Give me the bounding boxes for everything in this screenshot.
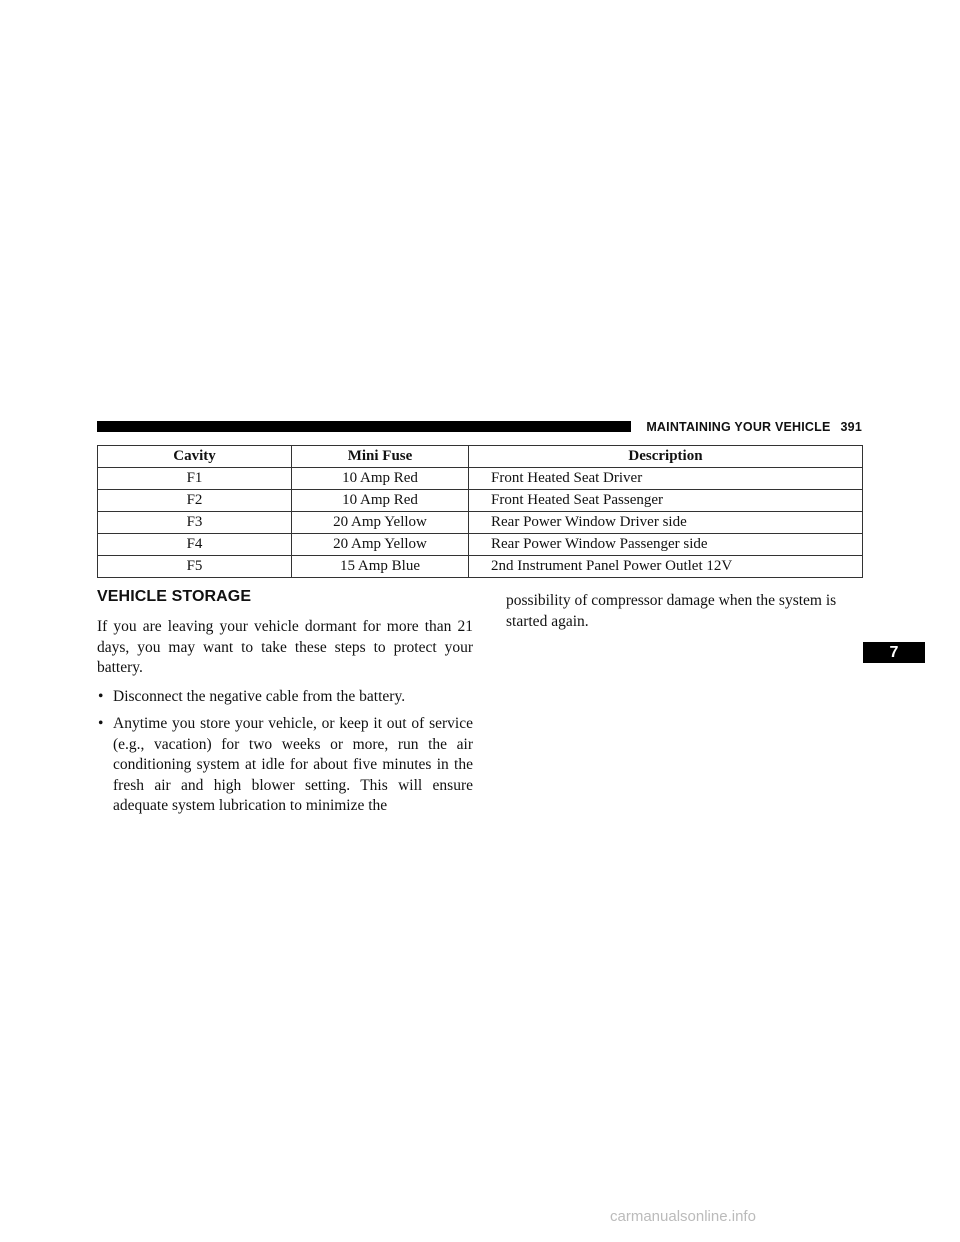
cell-cavity: F2 bbox=[98, 490, 292, 512]
continuation-line: possibility of compressor damage when the system is bbox=[506, 592, 837, 609]
watermark: carmanualsonline.info bbox=[610, 1208, 756, 1225]
list-item-continuation bbox=[490, 591, 863, 632]
section-heading: VEHICLE STORAGE bbox=[97, 588, 252, 605]
cell-mini-fuse: 10 Amp Red bbox=[292, 468, 469, 490]
column-header-description: Description bbox=[469, 446, 863, 468]
cell-description: Rear Power Window Passenger side bbox=[469, 534, 863, 556]
running-header bbox=[646, 417, 862, 437]
column-header-mini-fuse: Mini Fuse bbox=[292, 446, 469, 468]
cell-cavity: F3 bbox=[98, 512, 292, 534]
table-row bbox=[98, 512, 863, 534]
bullet-icon: • bbox=[98, 715, 104, 732]
cell-description: Rear Power Window Driver side bbox=[469, 512, 863, 534]
cell-mini-fuse: 15 Amp Blue bbox=[292, 556, 469, 578]
cell-mini-fuse: 10 Amp Red bbox=[292, 490, 469, 512]
right-column bbox=[490, 591, 863, 632]
cell-cavity: F1 bbox=[98, 468, 292, 490]
list-item bbox=[97, 714, 473, 817]
cell-cavity: F5 bbox=[98, 556, 292, 578]
continuation-line: started again. bbox=[506, 612, 589, 630]
cell-mini-fuse: 20 Amp Yellow bbox=[292, 512, 469, 534]
cell-description: Front Heated Seat Driver bbox=[469, 468, 863, 490]
fuse-table bbox=[97, 445, 863, 578]
list-item-text: Anytime you store your vehicle, or keep it out of service (e.g., vacation) for two weeks or more, run the air conditioning system at idle for about five minutes in the fresh air and high blower setting. This will ensure adequate system lubrication to minimize the bbox=[113, 715, 473, 814]
section-title: MAINTAINING YOUR VEHICLE bbox=[646, 420, 831, 434]
table-header-row bbox=[98, 446, 863, 468]
table-row bbox=[98, 556, 863, 578]
table-row bbox=[98, 468, 863, 490]
cell-cavity: F4 bbox=[98, 534, 292, 556]
table-row bbox=[98, 490, 863, 512]
header-rule bbox=[97, 421, 631, 432]
list-item-text: Disconnect the negative cable from the battery. bbox=[113, 687, 406, 705]
cell-mini-fuse: 20 Amp Yellow bbox=[292, 534, 469, 556]
chapter-tab: 7 bbox=[863, 642, 925, 663]
bullet-icon: • bbox=[98, 687, 104, 705]
cell-description: 2nd Instrument Panel Power Outlet 12V bbox=[469, 556, 863, 578]
page-number: 391 bbox=[840, 420, 862, 434]
intro-paragraph: If you are leaving your vehicle dormant for more than 21 days, you may want to take these steps to protect your battery. bbox=[97, 618, 473, 676]
table-row bbox=[98, 534, 863, 556]
list-item bbox=[97, 687, 473, 708]
cell-description: Front Heated Seat Passenger bbox=[469, 490, 863, 512]
column-header-cavity: Cavity bbox=[98, 446, 292, 468]
left-column bbox=[97, 617, 473, 824]
